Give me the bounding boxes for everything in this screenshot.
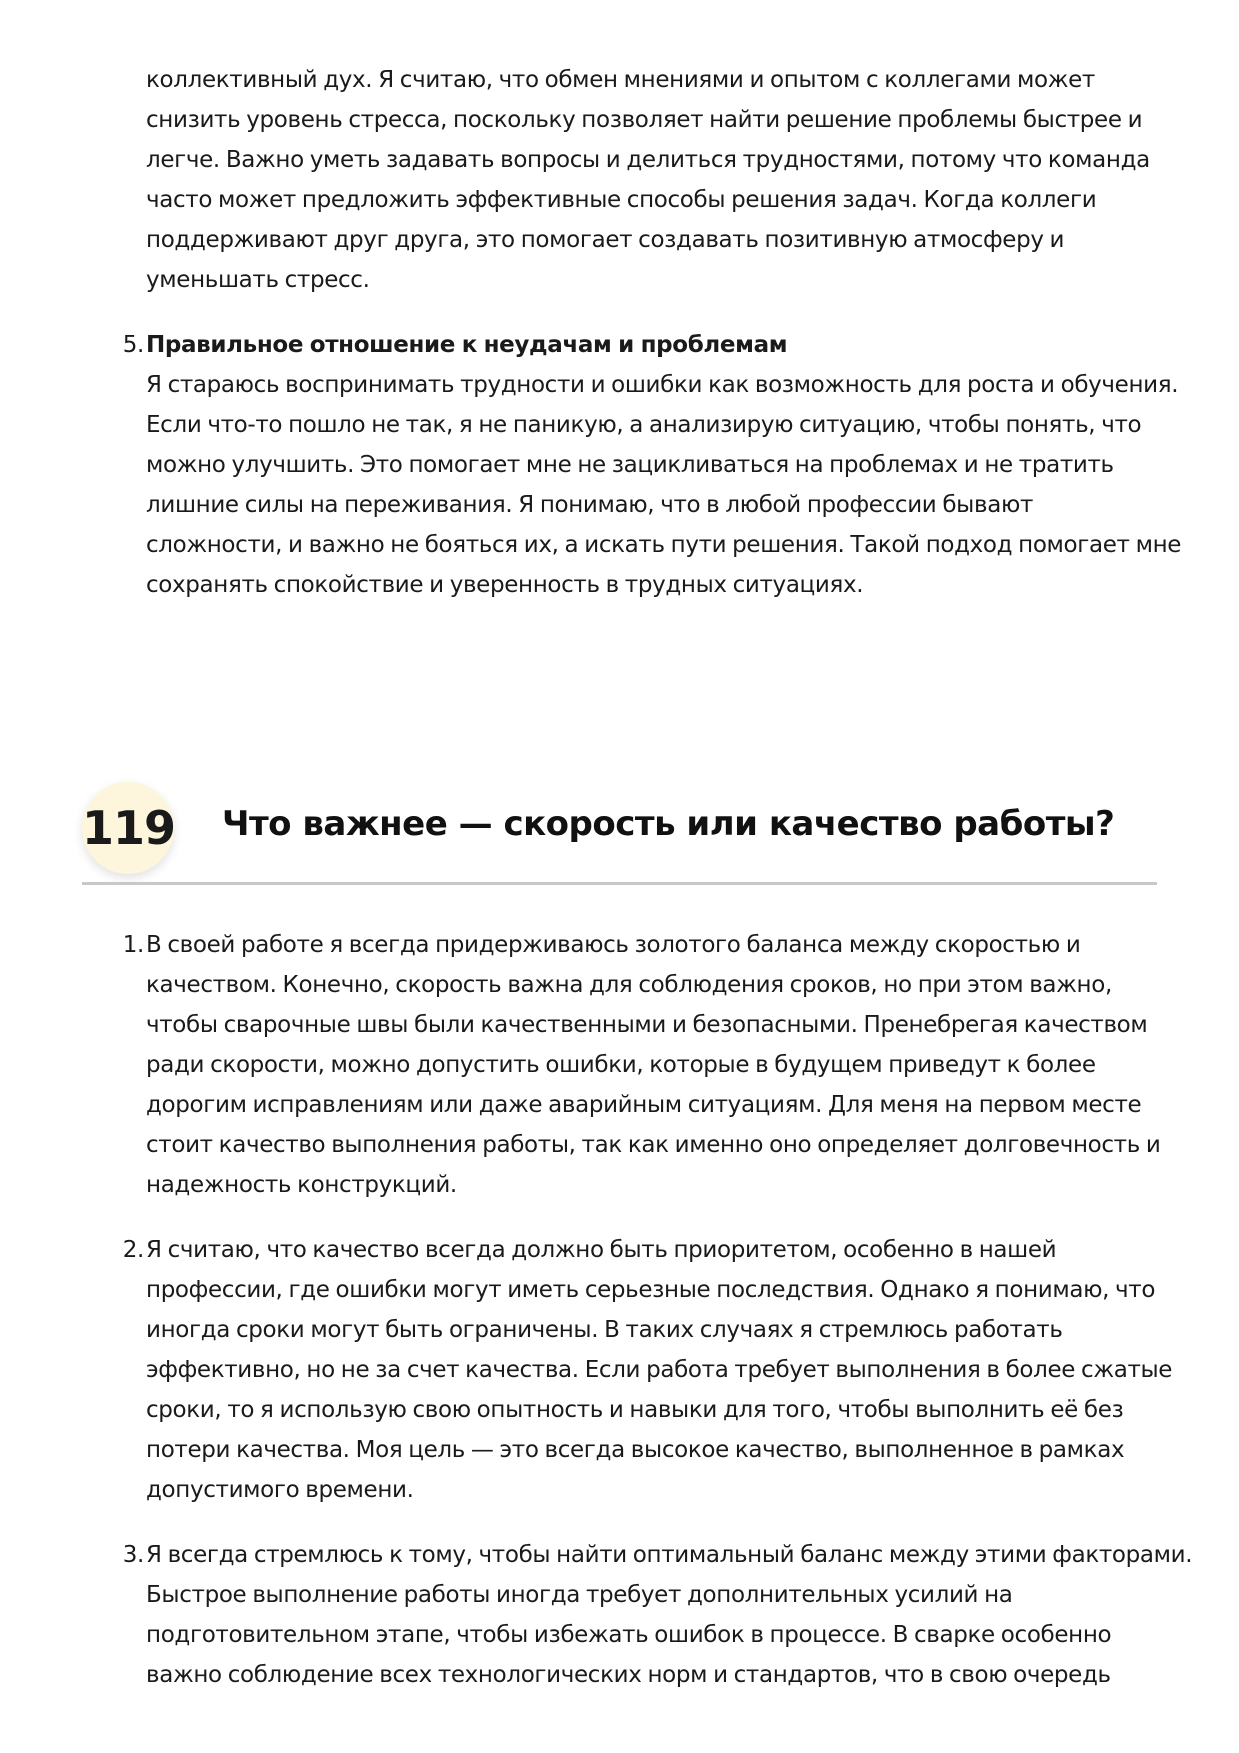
paragraph-line: иногда сроки могут быть ограничены. В таких случаях я стремлюсь работать xyxy=(146,1317,1063,1343)
paragraph-line: профессии, где ошибки могут иметь серьезные последствия. Однако я понимаю, что xyxy=(146,1277,1156,1303)
paragraph-line: коллективный дух. Я считаю, что обмен мнениями и опытом с коллегами может xyxy=(146,67,1095,93)
answer-item-2 xyxy=(110,1230,1173,1520)
paragraph-line: поддерживают друг друга, это помогает создавать позитивную атмосферу и xyxy=(146,227,1065,253)
header-divider xyxy=(82,882,1157,885)
paragraph-line: потери качества. Моя цель — это всегда высокое качество, выполненное в рамках xyxy=(146,1437,1125,1463)
paragraph-line: дорогим исправлениям или даже аварийным ситуациям. Для меня на первом месте xyxy=(146,1092,1142,1118)
paragraph-line: Я стараюсь воспринимать трудности и ошибки как возможность для роста и обучения. xyxy=(146,372,1179,398)
paragraph-line: снизить уровень стресса, поскольку позволяет найти решение проблемы быстрее и xyxy=(146,107,1143,133)
list-item-number: 5. xyxy=(122,332,144,358)
paragraph-line: ради скорости, можно допустить ошибки, которые в будущем приведут к более xyxy=(146,1052,1096,1078)
paragraph-line: Я считаю, что качество всегда должно быть приоритетом, особенно в нашей xyxy=(146,1237,1057,1263)
question-header xyxy=(82,782,1157,882)
question-title: Что важнее — скорость или качество работы? xyxy=(222,804,1115,844)
paragraph-line: сложности, и важно не бояться их, а искать пути решения. Такой подход помогает мне xyxy=(146,532,1182,558)
question-number: 119 xyxy=(82,801,176,855)
list-item-number: 2. xyxy=(122,1237,144,1263)
paragraph-line: стоит качество выполнения работы, так как именно оно определяет долговечность и xyxy=(146,1132,1161,1158)
continued-paragraph xyxy=(146,60,1156,300)
paragraph-line: Быстрое выполнение работы иногда требует дополнительных усилий на xyxy=(146,1582,1013,1608)
paragraph-line: подготовительном этапе, чтобы избежать ошибок в процессе. В сварке особенно xyxy=(146,1622,1112,1648)
list-item-body xyxy=(146,1535,1193,1695)
paragraph-line: сохранять спокойствие и уверенность в трудных ситуациях. xyxy=(146,572,864,598)
paragraph-line: сроки, то я использую свою опытность и навыки для того, чтобы выполнить её без xyxy=(146,1397,1124,1423)
paragraph-line: часто может предложить эффективные способы решения задач. Когда коллеги xyxy=(146,187,1097,213)
paragraph-line: лишние силы на переживания. Я понимаю, что в любой профессии бывают xyxy=(146,492,1033,518)
paragraph-line: уменьшать стресс. xyxy=(146,267,370,293)
answer-item-1 xyxy=(110,925,1160,1215)
list-item-body xyxy=(146,1230,1173,1510)
paragraph-line: можно улучшить. Это помогает мне не зацикливаться на проблемах и не тратить xyxy=(146,452,1114,478)
paragraph-line: допустимого времени. xyxy=(146,1477,414,1503)
list-item-number: 1. xyxy=(122,932,144,958)
paragraph-line: Если что-то пошло не так, я не паникую, а анализирую ситуацию, чтобы понять, что xyxy=(146,412,1142,438)
list-item-title: Правильное отношение к неудачам и проблемам xyxy=(146,332,788,358)
list-item-body xyxy=(146,925,1161,1205)
paragraph-line: Я всегда стремлюсь к тому, чтобы найти оптимальный баланс между этими факторами. xyxy=(146,1542,1193,1568)
list-item-5 xyxy=(110,325,1182,615)
paragraph-line: легче. Важно уметь задавать вопросы и делиться трудностями, потому что команда xyxy=(146,147,1150,173)
paragraph-line: надежность конструкций. xyxy=(146,1172,457,1198)
paragraph-line: эффективно, но не за счет качества. Если работа требует выполнения в более сжатые xyxy=(146,1357,1173,1383)
answer-item-3 xyxy=(110,1535,1193,1705)
paragraph-line: В своей работе я всегда придерживаюсь золотого баланса между скоростью и xyxy=(146,932,1081,958)
list-item-body xyxy=(146,325,1182,605)
paragraph-line: чтобы сварочные швы были качественными и безопасными. Пренебрегая качеством xyxy=(146,1012,1148,1038)
paragraph-line: важно соблюдение всех технологических норм и стандартов, что в свою очередь xyxy=(146,1662,1111,1688)
list-item-number: 3. xyxy=(122,1542,144,1568)
paragraph-line: качеством. Конечно, скорость важна для соблюдения сроков, но при этом важно, xyxy=(146,972,1112,998)
question-number-badge xyxy=(82,782,174,874)
